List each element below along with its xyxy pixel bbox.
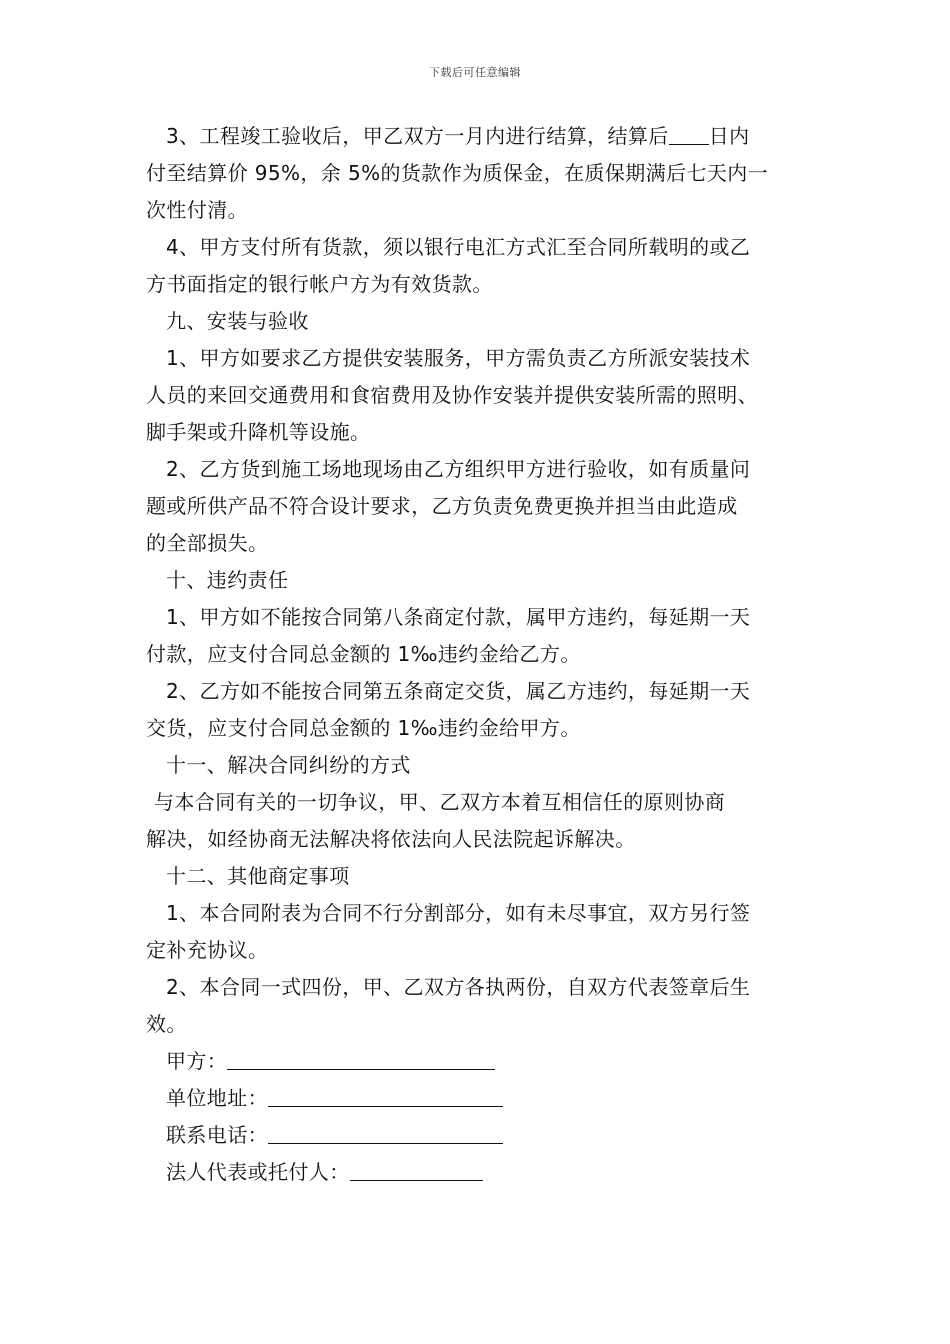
- section-10-p2-line-1: 2、乙方如不能按合同第五条商定交货，属乙方违约，每延期一天: [166, 679, 751, 703]
- phone-field: [146, 1117, 816, 1154]
- clause-4-line-2: 方书面指定的银行帐户方为有效货款。: [146, 272, 493, 296]
- address-field: [146, 1080, 816, 1117]
- representative-field: [146, 1154, 816, 1191]
- representative-label: 法人代表或托付人：: [166, 1160, 350, 1184]
- clause-3-line-3: 次性付清。: [146, 198, 248, 222]
- section-12-p2-line-1: 2、本合同一式四份，甲、乙双方各执两份，自双方代表签章后生: [166, 975, 751, 999]
- party-a-blank[interactable]: [227, 1043, 495, 1070]
- section-9-p1-line-2: 人员的来回交通费用和食宿费用及协作安装并提供安装所需的照明、: [146, 383, 758, 407]
- clause-3-text-a: 3、工程竣工验收后，甲乙双方一月内进行结算，结算后: [166, 124, 669, 148]
- address-label: 单位地址：: [166, 1086, 268, 1110]
- section-9-p2-line-1: 2、乙方货到施工场地现场由乙方组织甲方进行验收，如有质量问: [166, 457, 751, 481]
- section-9-p1-line-1: 1、甲方如要求乙方提供安装服务，甲方需负责乙方所派安装技术: [166, 346, 751, 370]
- section-11-title: 十一、解决合同纠纷的方式: [166, 753, 411, 777]
- clause-4-line-1: 4、甲方支付所有货款，须以银行电汇方式汇至合同所载明的或乙: [166, 235, 751, 259]
- section-10-p1-line-1: 1、甲方如不能按合同第八条商定付款，属甲方违约，每延期一天: [166, 605, 751, 629]
- section-10-p2-line-2: 交货，应支付合同总金额的 1‰违约金给甲方。: [146, 716, 581, 740]
- page-header: 下载后可任意编辑: [429, 66, 521, 79]
- section-9-p1-line-3: 脚手架或升降机等设施。: [146, 420, 371, 444]
- clause-3-text-b: 日内: [708, 124, 750, 148]
- section-12-p1-line-2: 定补充协议。: [146, 938, 269, 962]
- clause-3-line-2: 付至结算价 95%，余 5%的货款作为质保金，在质保期满后七天内一: [146, 161, 769, 185]
- party-a-label: 甲方：: [166, 1049, 228, 1073]
- section-9-p2-line-2: 题或所供产品不符合设计要求，乙方负责免费更换并担当由此造成: [146, 494, 738, 518]
- section-12-title: 十二、其他商定事项: [166, 864, 350, 888]
- section-9-p2-line-3: 的全部损失。: [146, 531, 269, 555]
- phone-blank[interactable]: [268, 1117, 503, 1144]
- clause-3-line-1: [146, 118, 816, 155]
- section-10-p1-line-2: 付款，应支付合同总金额的 1‰违约金给乙方。: [146, 642, 581, 666]
- party-a-field: [146, 1043, 816, 1080]
- section-11-line-2: 解决，如经协商无法解决将依法向人民法院起诉解决。: [146, 827, 636, 851]
- section-9-title: 九、安装与验收: [166, 309, 309, 333]
- days-blank: [669, 118, 709, 145]
- representative-blank[interactable]: [350, 1154, 483, 1181]
- phone-label: 联系电话：: [166, 1123, 268, 1147]
- section-11-line-1: 与本合同有关的一切争议，甲、乙双方本着互相信任的原则协商: [154, 790, 726, 814]
- contract-body: [146, 118, 816, 1191]
- section-12-p1-line-1: 1、本合同附表为合同不行分割部分，如有未尽事宜，双方另行签: [166, 901, 751, 925]
- section-10-title: 十、违约责任: [166, 568, 289, 592]
- section-12-p2-line-2: 效。: [146, 1012, 187, 1036]
- address-blank[interactable]: [268, 1080, 503, 1107]
